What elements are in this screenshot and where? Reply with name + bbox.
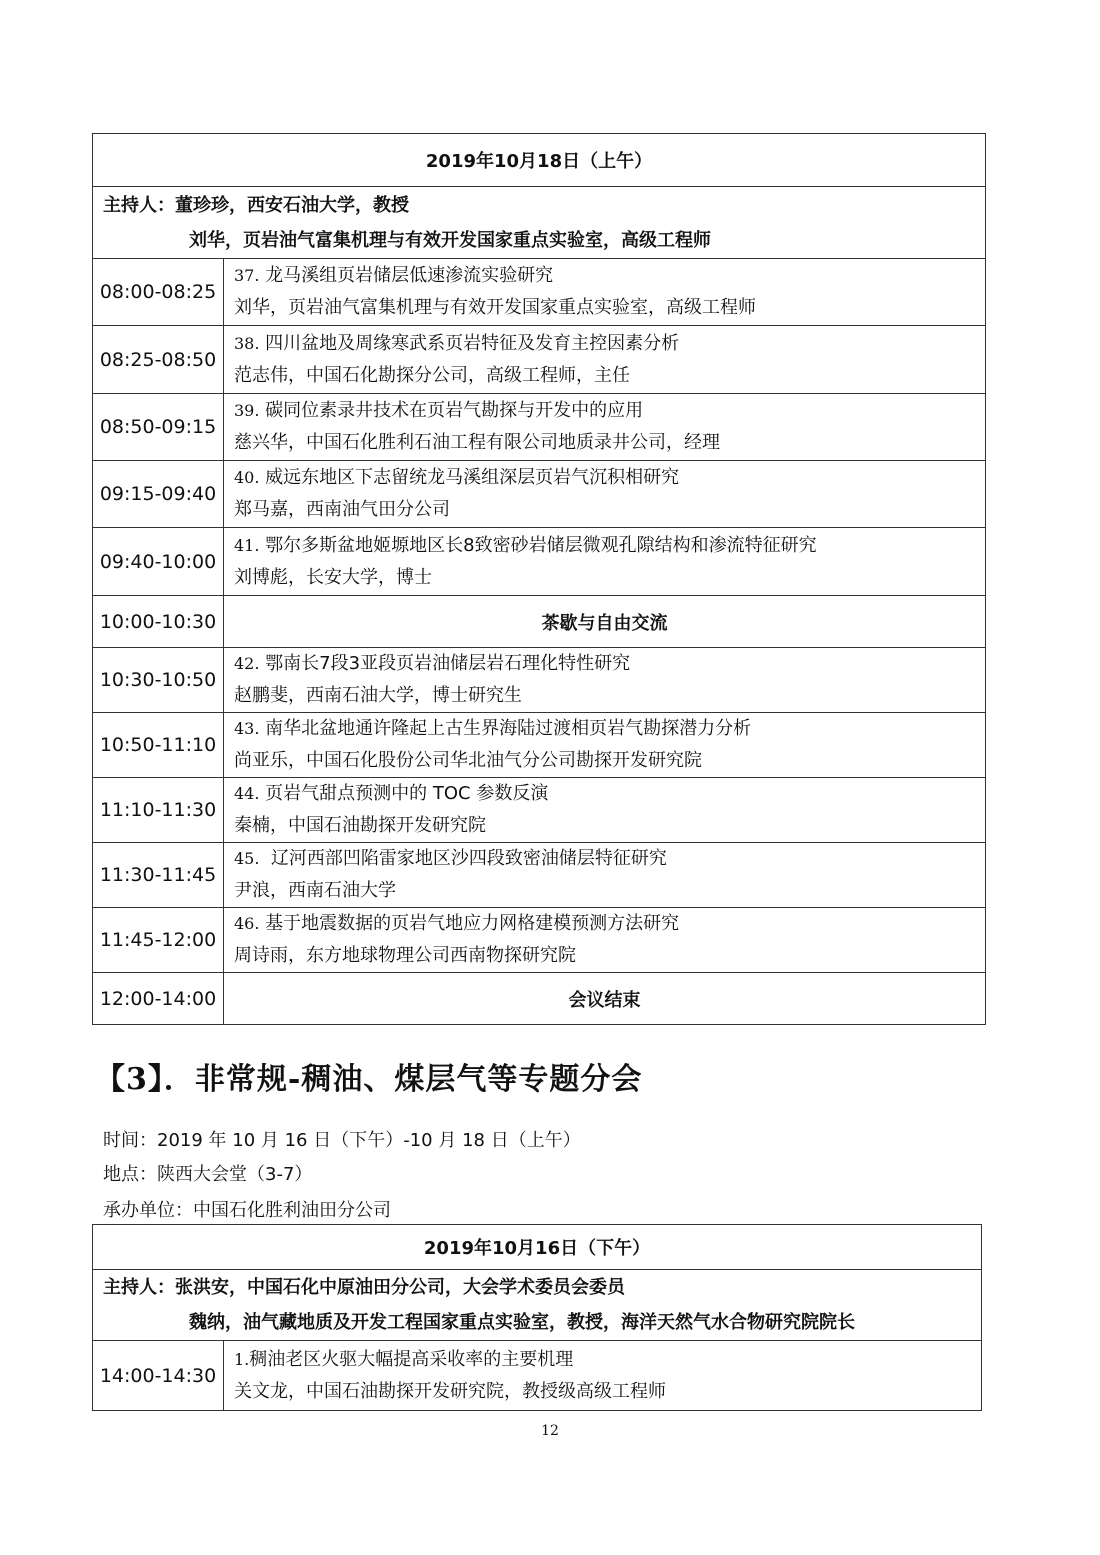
talk-speaker: 关文龙，中国石油勘探开发研究院，教授级高级工程师	[234, 1380, 666, 1402]
talk-number: 45.	[234, 849, 260, 868]
talk-title: 基于地震数据的页岩气地应力网格建模预测方法研究	[259, 913, 680, 934]
talk-details	[224, 259, 986, 326]
talk-title: 南华北盆地通许隆起上古生界海陆过渡相页岩气勘探潜力分析	[259, 718, 752, 739]
chair-row	[93, 187, 986, 259]
talk-speaker: 周诗雨，东方地球物理公司西南物探研究院	[234, 945, 576, 966]
talk-speaker: 范志伟，中国石化勘探分公司，高级工程师，主任	[234, 364, 630, 386]
session-date-header: 2019年10月18日（上午）	[93, 134, 986, 187]
talk-details	[224, 843, 986, 908]
table-header-row	[93, 134, 986, 187]
talk-title: 辽河西部凹陷雷家地区沙四段致密油储层特征研究	[259, 848, 667, 869]
talk-speaker: 尚亚乐，中国石化股份公司华北油气分公司勘探开发研究院	[234, 750, 702, 771]
talk-row	[93, 713, 986, 778]
talk-title: 碳同位素录井技术在页岩气勘探与开发中的应用	[259, 400, 644, 421]
talk-speaker: 秦楠，中国石油勘探开发研究院	[234, 815, 486, 836]
talk-details	[224, 461, 986, 528]
talk-speaker: 刘华，页岩油气富集机理与有效开发国家重点实验室，高级工程师	[234, 297, 756, 318]
talk-number: 38.	[234, 333, 260, 353]
talk-details	[224, 326, 986, 394]
talk-title-line	[234, 908, 985, 940]
talk-details	[224, 394, 986, 461]
time-slot: 10:00-10:30	[93, 596, 224, 648]
talk-number: 41.	[234, 535, 260, 555]
page-number: 12	[541, 1423, 559, 1439]
talk-row	[93, 778, 986, 843]
talk-details	[224, 713, 986, 778]
time-slot: 08:50-09:15	[93, 394, 224, 461]
time-slot: 08:00-08:25	[93, 259, 224, 326]
time-slot: 14:00-14:30	[93, 1341, 224, 1411]
section-title: 【3】．非常规-稠油、煤层气等专题分会	[95, 1062, 643, 1097]
talk-details	[224, 778, 986, 843]
time-slot: 11:30-11:45	[93, 843, 224, 908]
schedule-table-oct18-am	[92, 133, 986, 1025]
talk-title-line	[234, 843, 985, 875]
talk-row	[93, 843, 986, 908]
talk-title-line	[234, 530, 985, 562]
chair-line-2: 魏纳，油气藏地质及开发工程国家重点实验室，教授，海洋天然气水合物研究院院长	[189, 1312, 855, 1333]
time-slot: 08:25-08:50	[93, 326, 224, 394]
time-slot: 10:30-10:50	[93, 648, 224, 713]
chair-row	[93, 1270, 982, 1341]
talk-speaker: 尹浪，西南石油大学	[234, 880, 396, 901]
time-slot: 09:15-09:40	[93, 461, 224, 528]
break-label: 会议结束	[224, 973, 986, 1025]
break-row	[93, 973, 986, 1025]
talk-title: 四川盆地及周缘寒武系页岩特征及发育主控因素分析	[259, 332, 680, 354]
time-slot: 11:10-11:30	[93, 778, 224, 843]
talk-details	[224, 908, 986, 973]
talk-details	[224, 1341, 982, 1411]
talk-title-line	[234, 1344, 981, 1376]
talk-details	[224, 528, 986, 596]
talk-title-line	[234, 462, 985, 494]
talk-title-line	[234, 778, 985, 810]
talk-title: 威远东地区下志留统龙马溪组深层页岩气沉积相研究	[259, 467, 680, 488]
talk-title: 龙马溪组页岩储层低速渗流实验研究	[259, 265, 554, 286]
time-slot: 12:00-14:00	[93, 973, 224, 1025]
talk-title-line	[234, 328, 985, 360]
talk-row	[93, 648, 986, 713]
talk-title-line	[234, 395, 985, 427]
talk-number: 46.	[234, 914, 260, 933]
talk-number: 37.	[234, 266, 260, 285]
time-slot: 11:45-12:00	[93, 908, 224, 973]
chair-line-1: 主持人：董珍珍，西安石油大学，教授	[103, 194, 409, 216]
talk-number: 44.	[234, 784, 260, 803]
talk-row	[93, 259, 986, 326]
table-header-row	[93, 1225, 982, 1270]
talk-title: 鄂南长7段3亚段页岩油储层岩石理化特性研究	[259, 653, 631, 674]
talk-title: 鄂尔多斯盆地姬塬地区长8致密砂岩储层微观孔隙结构和渗流特征研究	[259, 534, 817, 556]
talk-number: 1.	[234, 1349, 250, 1369]
talk-speaker: 慈兴华，中国石化胜利石油工程有限公司地质录井公司，经理	[234, 432, 720, 453]
talk-details	[224, 648, 986, 713]
talk-row	[93, 461, 986, 528]
talk-title-line	[234, 648, 985, 680]
chair-line-2: 刘华，页岩油气富集机理与有效开发国家重点实验室，高级工程师	[189, 229, 711, 251]
chair-line-1: 主持人：张洪安，中国石化中原油田分公司，大会学术委员会委员	[103, 1277, 625, 1298]
talk-number: 42.	[234, 654, 260, 673]
talk-title: 页岩气甜点预测中的 TOC 参数反演	[259, 783, 549, 804]
break-row	[93, 596, 986, 648]
talk-row	[93, 528, 986, 596]
session-chairs	[93, 187, 986, 259]
talk-row	[93, 1341, 982, 1411]
section-time-line: 时间：2019 年 10 月 16 日（下午）-10 月 18 日（上午）	[103, 1130, 581, 1151]
talk-number: 39.	[234, 401, 260, 420]
time-slot: 10:50-11:10	[93, 713, 224, 778]
section-place-line: 地点：陕西大会堂（3-7）	[103, 1164, 313, 1185]
talk-speaker: 刘博彪，长安大学，博士	[234, 566, 432, 588]
talk-title: 稠油老区火驱大幅提高采收率的主要机理	[249, 1348, 574, 1370]
session-chairs	[93, 1270, 982, 1341]
talk-row	[93, 326, 986, 394]
talk-row	[93, 908, 986, 973]
talk-row	[93, 394, 986, 461]
talk-speaker: 赵鹏斐，西南石油大学，博士研究生	[234, 685, 522, 706]
talk-number: 40.	[234, 468, 260, 487]
break-label: 茶歇与自由交流	[224, 596, 986, 648]
talk-speaker: 郑马嘉，西南油气田分公司	[234, 499, 450, 520]
talk-title-line	[234, 713, 985, 745]
time-slot: 09:40-10:00	[93, 528, 224, 596]
talk-number: 43.	[234, 719, 260, 738]
section-organizer-line: 承办单位：中国石化胜利油田分公司	[103, 1200, 391, 1221]
session-date-header: 2019年10月16日（下午）	[93, 1225, 982, 1270]
talk-title-line	[234, 260, 985, 292]
schedule-table-oct16-pm	[92, 1224, 982, 1411]
